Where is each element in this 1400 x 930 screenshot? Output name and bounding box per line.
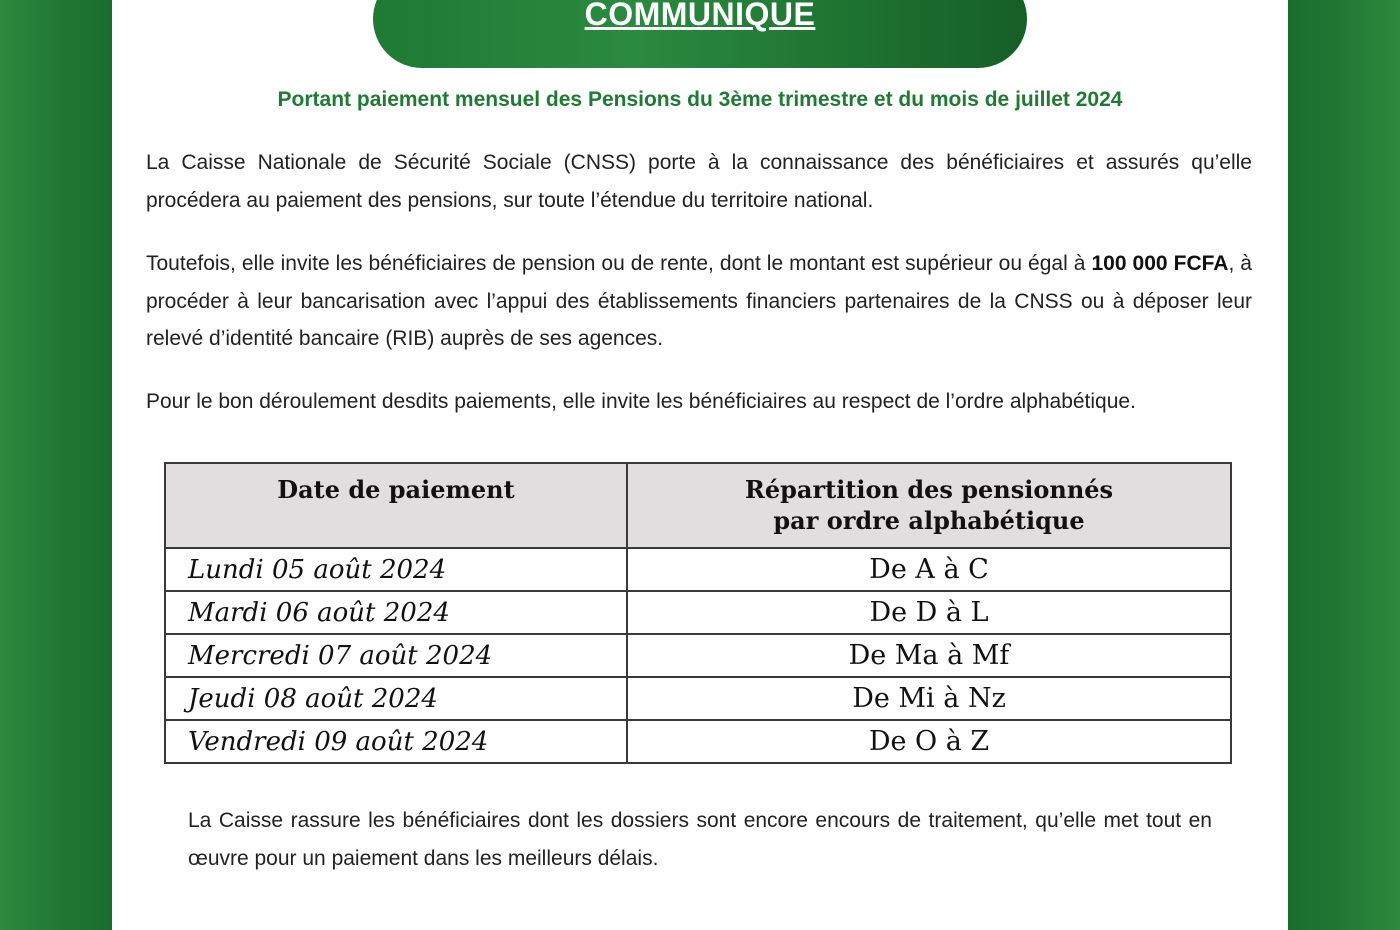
row-date: Lundi 05 août 2024	[165, 548, 627, 591]
left-green-band	[0, 0, 112, 930]
table-row	[165, 591, 1231, 634]
row-range: De Mi à Nz	[627, 677, 1231, 720]
payment-schedule-table	[164, 462, 1232, 764]
right-green-band	[1288, 0, 1400, 930]
header-split	[627, 463, 1231, 548]
closing-paragraph: La Caisse rassure les bénéficiaires dont les dossiers sont encore encours de traitement, qu’elle met tout en œuvre pour un paiement dans les meilleurs délais.	[188, 809, 1212, 870]
banking-paragraph	[146, 245, 1252, 358]
row-range: De O à Z	[627, 720, 1231, 763]
table-row	[165, 634, 1231, 677]
row-range: De A à C	[627, 548, 1231, 591]
intro-paragraph: La Caisse Nationale de Sécurité Sociale (CNSS) porte à la connaissance des bénéficiaires et assurés qu’elle procédera au paiement des pensions, sur toute l’étendue du territoire national.	[146, 151, 1252, 212]
page-subtitle: Portant paiement mensuel des Pensions du 3ème trimestre et du mois de juillet 2024	[277, 88, 1123, 111]
header-split-line2: par ordre alphabétique	[773, 506, 1085, 535]
row-date: Jeudi 08 août 2024	[165, 677, 627, 720]
amount-threshold: 100 000 FCFA	[1091, 252, 1229, 275]
table-row	[165, 720, 1231, 763]
banking-text-end: , à procéder à leur bancarisation avec l’appui des établissements financiers partenaires de la CNSS ou à déposer leur relevé d’identité bancaire (RIB) auprès de ses agences.	[146, 252, 1252, 350]
row-range: De D à L	[627, 591, 1231, 634]
table-row	[165, 677, 1231, 720]
row-date: Mardi 06 août 2024	[165, 591, 627, 634]
page-title: COMMUNIQUE	[584, 0, 816, 32]
row-date: Vendredi 09 août 2024	[165, 720, 627, 763]
table-header-row	[165, 463, 1231, 548]
header-date-label: Date de paiement	[277, 475, 515, 504]
title-banner	[373, 0, 1027, 68]
banking-text-start: Toutefois, elle invite les bénéficiaires de pension ou de rente, dont le montant est supérieur ou égal à	[146, 252, 1092, 275]
header-split-line1: Répartition des pensionnés	[744, 475, 1114, 504]
table-row	[165, 548, 1231, 591]
row-range: De Ma à Mf	[627, 634, 1231, 677]
order-paragraph: Pour le bon déroulement desdits paiements, elle invite les bénéficiaires au respect de l’ordre alphabétique.	[146, 390, 1136, 413]
header-date	[165, 463, 627, 548]
row-date: Mercredi 07 août 2024	[165, 634, 627, 677]
